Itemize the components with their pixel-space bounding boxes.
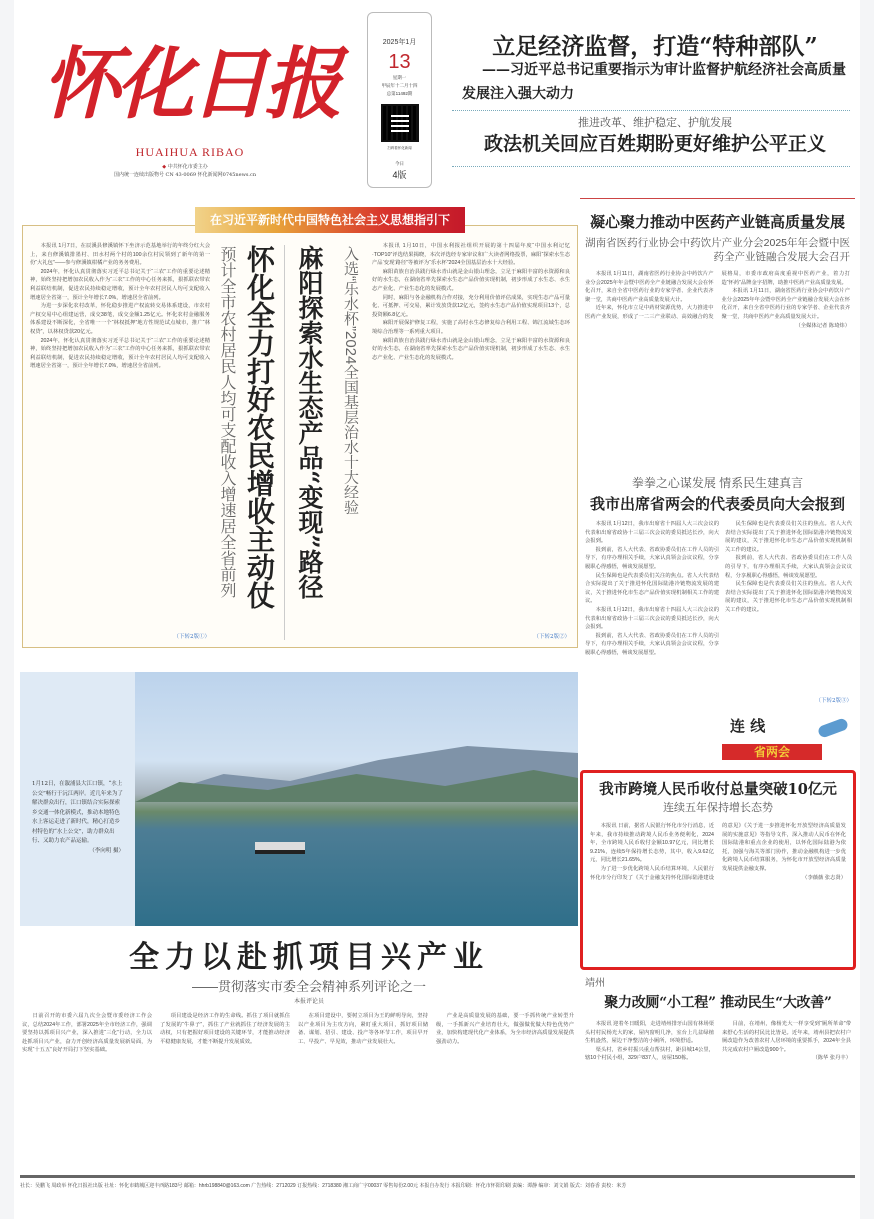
theme-banner: 在习近平新时代中国特色社会主义思想指引下	[195, 207, 465, 233]
story-kicker: 拳拳之心谋发展 情系民生建真言	[631, 476, 804, 490]
divider	[452, 110, 850, 111]
paragraph: 本报讯 1月12日，我市出席省十四届人大三次会议的代表和出席省政协十三届三次会议的委员抵达长沙，向大会报到。	[585, 606, 719, 631]
paragraph: 产业是高质量发展的基础，要一手抓传统产业转型升级，一手抓新兴产业培育壮大，做强做优做大特色优势产业，加快构建现代化产业体系，为全市经济高质量发展提供强劲动力。	[436, 1013, 574, 1045]
divider	[580, 198, 855, 199]
credit: （李薇薇 张志贤）	[802, 874, 846, 881]
top-story-1-title[interactable]: 立足经济监督，打造“特种部队”	[492, 33, 818, 60]
commentary-column	[436, 1012, 574, 1167]
divider	[452, 166, 850, 167]
publisher-emblem-icon: ◆	[162, 164, 168, 170]
story-kicker: 靖州	[585, 978, 605, 989]
microphone-icon	[817, 717, 849, 739]
paragraph: 麻阳开展保护修复工程，实施了高村水生态修复综合利用工程、锦江流域生态环境综合治理等一系列重大项目。	[372, 320, 570, 335]
story-body	[585, 270, 850, 459]
page-count: 4版	[392, 170, 407, 180]
paragraph: 报到前，省人大代表、省政协委员们在工作人员的引导下，有序办理相关手续，大家认真领会会议议程，分享履职心得感悟，畅谈发展愿望。	[585, 632, 719, 656]
badge-line2: 省两会	[722, 744, 822, 760]
paragraph: 项目建设是经济工作的生命线。抓住了项目就抓住了发展的“牛鼻子”，抓住了产业就抓住了经济发展的主动权，只有把握好项目建设的关键环节，才能推动经济平稳健康发展，才能不断提升发展质效。	[160, 1013, 290, 1045]
river-photo[interactable]	[135, 672, 578, 926]
story-title[interactable]: 聚力改厕“小工程” 推动民生“大改善”	[604, 995, 832, 1011]
paragraph: 民生保障也是代表委员们关注的焦点。省人大代表结合实际提出了关于推进怀化国际陆港冷链物流发展的建议，关于推进怀化市生态产品价值实现机制相关工作的建议。	[585, 572, 719, 605]
lunar-date: 甲辰年十二月十四	[381, 83, 418, 88]
publisher-info	[60, 163, 310, 179]
story-subtitle: 湖南省医药行业协会中药饮片产业分会2025年年会暨中医药全产业链融合发展大会召开	[585, 237, 850, 263]
story-subtitle: 连续五年保持增长态势	[663, 802, 773, 814]
issn: 国内统一连续出版物号 CN 43-0069 怀化新闻网0745news.cn	[113, 172, 257, 178]
paragraph: 日前召开的市委六届九次全会暨市委经济工作会议，总结2024年工作，部署2025年全市经济工作，强调要坚持以抓项目兴产业，深入推进“三化”行动，全力以赴抓项目兴产业，奋力开创经济高质量发展新局面，为实现“十五五”良好开局打下坚实基础。	[22, 1013, 152, 1054]
paragraph: 报到前，省人大代表、省政协委员们在工作人员的引导下，有序办理相关手续，大家认真领会会议议程，分享履职心得感悟，畅谈发展愿望。	[725, 555, 852, 579]
paragraph: 麻阳苗族自治县践行绿水青山就是金山银山理念，立足于麻阳丰富的水资源和良好的水生态，在湖南省率先探索水生态产品价值实现机制，初步形成了水生态、水生态产业化、产业生态化的发展模式。	[372, 337, 570, 361]
boat	[255, 842, 305, 854]
paragraph: 2024年，怀化认真贯彻落实习近平总书记关于“三农”工作的重要论述精神，始终坚持把增加农民收入作为“三农”工作的中心任务来抓，狠抓联农带农利益联结机制，促进农民持续稳定增收，预计全年农村居民人均可支配收入增速居全省第一，预计全年增长7.0%，增速居全省前列。	[30, 268, 210, 301]
lead-left-body	[30, 242, 210, 629]
paragraph: 近年来，怀化市立足中药材资源优势，大力推进中医药产业发展，形成了一二三产业联动、高效融合的发展格局，市委市政府高度重视中医药产业，着力打造“怀药”品牌金字招牌，助推中医药产业高质量发展。	[585, 271, 850, 320]
paragraph: 民生保障也是代表委员们关注的焦点。省人大代表结合实际提出了关于推进怀化国际陆港冷链物流发展的建议，关于推进怀化市生态产品价值实现机制相关工作的建议。	[725, 521, 852, 553]
commentary-subtitle: ——贯彻落实市委全会精神系列评论之一	[191, 979, 426, 994]
paragraph: 在项目建设中，要树立项目为王的鲜明导向，坚持以产业项目为主攻方向，紧盯重大项目，抓好项目储备、谋划、招引、建设、投产等各环节工作，项目早开工、早投产、早见效，推动产业发展壮大。	[298, 1013, 428, 1045]
divider	[284, 245, 285, 640]
logo-pinyin: HUAIHUA RIBAO	[135, 145, 245, 159]
lead-right-body	[372, 242, 570, 629]
qr-caption: 扫码看怀化新闻	[387, 146, 412, 150]
story-title[interactable]: 我市跨境人民币收付总量突破10亿元	[599, 781, 837, 798]
lead-left-title[interactable]: 怀化全力打好农民增收主动仗	[243, 245, 276, 609]
continued-link[interactable]: （下转2版②）	[533, 634, 570, 640]
lianxian-badge	[722, 714, 852, 766]
paragraph: 本报讯 1月11日，湖南省医药行业协会中药饮片产业分会2025年年会暨中医药全产业链融合发展大会在怀化召开，来自全省中医药行业的专家学者、企业代表齐聚一堂，共商中医药产业高质量发展大计。	[721, 288, 850, 320]
photo-caption	[32, 780, 124, 856]
paragraph: 报到前，省人大代表、省政协委员们在工作人员的引导下，有序办理相关手续，大家认真领会会议议程，分享履职心得感悟，畅谈发展愿望。	[585, 546, 719, 570]
story-body	[585, 520, 719, 761]
top-story-2-title[interactable]: 政法机关回应百姓期盼更好维护公平正义	[483, 133, 826, 155]
day: 13	[388, 51, 411, 73]
issue-number: 总第11492期	[386, 91, 413, 96]
paragraph: 民生保障也是代表委员们关注的焦点。省人大代表结合实际提出了关于推进怀化国际陆港冷链物流发展的建议，关于推进怀化市生态产品价值实现机制相关工作的建议。	[725, 581, 852, 613]
paragraph: 本报讯 1月10日，中国水利报社组织开展的第十四届年度“中国水利记忆·TOP10”评选结果揭晓，本次评选经专家审议和广大读者网络投票，麻阳“探索水生态产品‘变现’路径”等被评为“乐水杯”2024全国基层治水十大经验。	[372, 243, 570, 267]
today-label: 今日	[395, 161, 404, 166]
paragraph: 本报讯 迎着冬日暖阳，走进靖州排牙山国有林场渠头村村民杨光大的家，屋内窗明几净，室台上几盆绿植生机盎然，屋边干净整洁的小厕所，环境舒适。	[585, 1021, 714, 1045]
story-body	[725, 520, 852, 692]
lead-right-title[interactable]: 麻阳探索水生态产品“变现”路径	[295, 245, 324, 599]
credit: （全媒体记者 陈琦炜）	[795, 322, 850, 329]
paragraph: 同时，麻阳与各金融机构合作对接，充分利用价值评估成果，实现生态产品可量化、可抵押、可交易，累计发放贷款12亿元，签约水生态产品价值实现项目13个，总投资额6.8亿元。	[372, 294, 570, 318]
publisher: 中共怀化市委主办	[167, 164, 208, 170]
commentary-title[interactable]: 全力以赴抓项目兴产业	[129, 940, 489, 975]
paragraph: 为进一步深化农村改革，怀化稳步推进产权流转交易体系建设，市农村产权交易中心组建运营，成交38笔，成交金额1.25亿元。怀化农村金融服务体系建设不断深化，全省唯一一个“林权抵押”地方性规范试点城市，推广“林权贷”，以林权贷款20亿元。	[30, 303, 210, 335]
paragraph: 本报讯 1月7日，在辰溪县修溪镇怀下坐济示范基地举行的年终分红大会上，来自修溪镇排墨村、田水村两个村的100余位村民领到了新年的第一份“大礼包”——参与修溪镇柑橘产业的务务费用。	[30, 243, 210, 267]
paragraph: 本报讯 1月11日，湖南省医药行业协会中药饮片产业分会2025年年会暨中医药全产业链融合发展大会在怀化召开，来自全省中医药行业的专家学者、企业代表齐聚一堂，共商中医药产业高质量发展大计。	[585, 271, 714, 303]
story-title[interactable]: 凝心聚力推动中医药产业链高质量发展	[589, 213, 845, 231]
commentary-byline: 本报评论员	[293, 998, 324, 1005]
paragraph: 渠头村，省乡村振兴重点帮扶村，距县城14公里，辖10个村民小组，329户837人，房屋150栋。	[585, 1046, 714, 1062]
footer-info: 社长：吴鹏飞 周政举 怀化日报社出版 社址：怀化市鹤城区迎丰西路183号 邮箱：hhrb198840@163.com 广告热线：2712029 订报热线：2718380 湘工商广字00037 零售每份2.00元 本报自办发行 本报印刷：怀化市怀阳印刷 责编：谭静 编审：刘文娟 版式：刘春香 责校：米芳	[20, 1175, 855, 1189]
top-story-2-kicker: 推进改革、维护稳定、护航发展	[578, 117, 732, 129]
paragraph: 目前，在靖州，像杨光大一样享受到“厕所革命”带来舒心生活的村民比比皆是。近年来，靖州县把农村户厕改造作为改善农村人居环境的重要抓手，2024年全县共完成农村户厕改造900个。	[722, 1021, 851, 1053]
caption-text: 1月12日，在溆浦县大江口镇，“水上公交”畅行于沅江两岸。近几年来为了解决群众出行，江口镇结合实际探索乡交通一体化新模式，推动本地特色水上客运走进了新时代，精心打造乡村特色的“水上公交”，助力群众出行、又助力农产品运输。	[32, 781, 123, 844]
continued-link[interactable]: （下转2版①）	[173, 634, 210, 640]
story-title[interactable]: 我市出席省两会的代表委员向大会报到	[589, 495, 845, 513]
lead-left-subtitle: 预计全市农村居民人均可支配收入增速居全省前列	[218, 246, 235, 598]
credit: （陈华 张丹丰）	[812, 1055, 851, 1062]
paragraph: 本报讯 日前，据省人民银行怀化市分行消息，近年来，我市持续推动跨境人民币业务便利化，2024年，全市跨境人民币收付金额10.97亿元，同比增长9.21%，连续5年保持增长态势，其中，收入9.62亿元，同比增长21.65%。	[590, 823, 714, 864]
badge-line1: 连 线	[730, 717, 766, 735]
commentary-column	[298, 1012, 428, 1167]
commentary-column	[22, 1012, 152, 1167]
qr-code-icon[interactable]	[381, 104, 419, 142]
date-box	[367, 12, 432, 188]
weekday: 星期一	[392, 75, 407, 80]
story-body	[590, 822, 846, 960]
continued-link[interactable]: （下转2版③）	[815, 698, 852, 704]
newspaper-logo: 怀化日报	[41, 39, 338, 130]
photo-credit: （李向明 摄）	[89, 847, 124, 854]
paragraph: 麻阳苗族自治县践行绿水青山就是金山银山理念，立足于麻阳丰富的水资源和良好的水生态，在湖南省率先探索水生态产品价值实现机制，初步形成了水生态、水生态产业化、产业生态化的发展模式。	[372, 268, 570, 292]
paragraph: 2024年，怀化认真贯彻落实习近平总书记关于“三农”工作的重要论述精神，始终坚持把增加农民收入作为“三农”工作的中心任务来抓，狠抓联农带农利益联结机制，促进农民持续稳定增收，预计全年农村居民人均可支配收入增速居全省第一，预计全年增长7.0%，增速居全省前列。	[30, 337, 210, 370]
lead-right-subtitle: 入选“乐水杯”2024全国基层治水十大经验	[342, 246, 359, 515]
story-body	[585, 1020, 851, 1166]
paragraph: 本报讯 1月12日，我市出席省十四届人大三次会议的代表和出席省政协十三届三次会议的委员抵达长沙，向大会报到。	[585, 521, 719, 545]
paragraph: 为了进一步优化跨境人民币结算环境，人民银行怀化市分行印发了《关于金融支持怀化国际陆港建设的意见》《关于进一步推进怀化开放型经济高质量发展的实施意见》等指导文件，深入推动人民币在怀化国际陆港和重点企业的使用，以怀化国际陆港为依托，加强与海关等部门协作，推动金融机构进一步优化跨境人民币结算服务，为怀化市开放型经济高质量发展提供金融支撑。	[590, 823, 846, 881]
top-story-1-subtitle: ——习近平总书记重要指示为审计监督护航经济社会高质量发展注入强大动力	[462, 62, 846, 102]
year-month: 2025年1月	[382, 39, 417, 46]
commentary-column	[160, 1012, 290, 1167]
